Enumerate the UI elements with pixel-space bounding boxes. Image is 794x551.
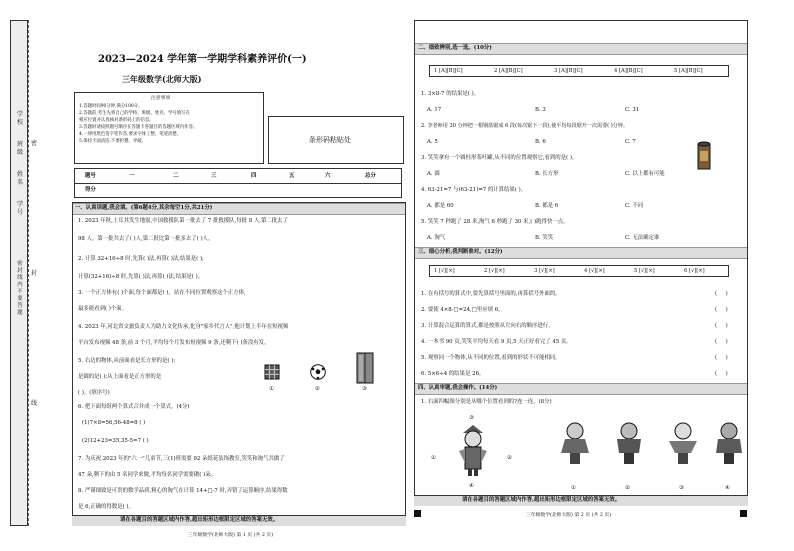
pic-mark: ③ bbox=[679, 485, 684, 491]
mc-option: B. 都是 6 bbox=[535, 203, 559, 209]
student-id-label: 学号 bbox=[16, 201, 23, 216]
binding-strip bbox=[10, 20, 28, 526]
q6-line: 6. 把下面每组两个算式合并成一个算式。(4分) bbox=[78, 404, 190, 410]
mc-q5: 5. 笑笑 7 秒跑了 28 米,淘气 6 秒跑了 30 米,( )跑得快一点。 bbox=[421, 219, 569, 225]
judge-item: 1. 在有括号的算式中,要先算括号里面的,再算括号外面的。 bbox=[421, 291, 561, 297]
judge-box[interactable]: 5 [√][×] bbox=[634, 268, 655, 274]
judge-item: 5. 观察同一个物体,从不同的位置,看到的形状不可能相同。 bbox=[421, 355, 561, 361]
notes-box bbox=[74, 92, 264, 164]
mc-q3: 3. 笑笑拿有一个圆柱形茶叶罐,从不同的位置观察它,看到的是( )。 bbox=[421, 155, 578, 161]
right-footer-notice-bar: 请在各题目的答题区域内作答,超出矩形边框限定区域的答案无效。 bbox=[414, 496, 748, 506]
mc-option: C. 7 bbox=[625, 139, 636, 145]
judge-box[interactable]: 4 [√][×] bbox=[584, 268, 605, 274]
judge-item: 6. 5×6÷4 的结果是 26。 bbox=[421, 371, 485, 377]
cut-label-feng: 封 bbox=[30, 270, 37, 277]
q4-line: 4. 2023 年,河北省文旅负责人为助力文化传承,化身"家乡代言人",他计划上半年在短视频 bbox=[78, 324, 289, 330]
section4-header: 四、认真审题,我会操作。(14分) bbox=[415, 383, 747, 395]
mc-option: B. 3 bbox=[535, 107, 546, 113]
barcode-label: 条形码粘贴处 bbox=[309, 136, 351, 144]
q5-line: 是圆的是( );从上面看是正方形的是 bbox=[78, 374, 162, 380]
answer-area-border bbox=[72, 202, 406, 516]
footer-notice-bar: 请在各题目的答题区域内作答,超出矩形边框限定区域的答案无效。 bbox=[72, 516, 406, 526]
score-col-header: 五 bbox=[289, 173, 295, 179]
pic-mark: ① bbox=[571, 485, 576, 491]
left-page bbox=[72, 20, 406, 538]
q1-line: 98 人。第一批共去了( )人,第二批比第一批多去了( )人。 bbox=[78, 236, 214, 242]
mc-option: C. 31 bbox=[625, 107, 640, 113]
score-table bbox=[74, 168, 402, 198]
notes-heading: 注意事项 bbox=[151, 96, 171, 101]
class-label: 班级 bbox=[16, 141, 23, 156]
tea-can-picture bbox=[697, 141, 711, 171]
judge-paren: ( ) bbox=[715, 291, 728, 297]
q6-line: (2)12+23=35,35-5=7 ( ) bbox=[82, 438, 149, 444]
view-picture-1 bbox=[561, 419, 589, 465]
mc-option: B. 长方形 bbox=[535, 171, 559, 177]
score-col-header: 六 bbox=[325, 173, 331, 179]
section2-header: 二、细致辨别,选一选。(10分) bbox=[415, 43, 747, 55]
choice-answer-bar bbox=[429, 65, 729, 77]
pic-mark: ② bbox=[625, 485, 630, 491]
q5-line: 5. 右边的物体,从前面看是长方形的是( ); bbox=[78, 358, 176, 364]
score-col-header: 二 bbox=[173, 173, 179, 179]
seal-notice: 密封线内不要答题 bbox=[17, 261, 23, 316]
q3-line: 3. 一个正方体有( )个面,每个面都是( )。站在不同位置观察这个正方体, bbox=[78, 290, 246, 296]
choice-box[interactable]: 3 [A][B][C] bbox=[554, 68, 583, 74]
judge-answer-bar bbox=[429, 265, 729, 277]
q3-line: 最多能看到( )个面。 bbox=[78, 306, 128, 312]
exam-title: 2023—2024 学年第一学期学科素养评价(一) bbox=[98, 54, 307, 65]
judge-box[interactable]: 6 [√][×] bbox=[684, 268, 705, 274]
score-col-header: 四 bbox=[251, 173, 257, 179]
mc-option: A. 都是 60 bbox=[427, 203, 454, 209]
q6-line: (1)7×8=56,56-48=8 ( ) bbox=[82, 420, 146, 426]
registration-mark bbox=[740, 510, 747, 517]
choice-box[interactable]: 2 [A][B][C] bbox=[494, 68, 523, 74]
notes-line: 5.保持卡面清洁,不要折叠、弄破。 bbox=[79, 139, 147, 144]
judge-item: 3. 计算混合运算的算式,都是按照从左向右的顺序进行。 bbox=[421, 323, 554, 329]
q4-line: 平台发布视频 48 条,前 3 个月,平均每个月发布短视频 9 条,还剩下( )条没有发。 bbox=[78, 340, 270, 346]
school-label: 学校 bbox=[16, 111, 23, 126]
mc-q4: 4. 63-21=7 与(63-21)=7 的计算结果( )。 bbox=[421, 187, 527, 193]
mc-q1: 1. 3×8-7 的结果是( )。 bbox=[421, 91, 480, 97]
cut-label-xian: 线 bbox=[30, 400, 37, 407]
q1-line: 1. 2023 年秋,土耳其发生地震,中国救援队第一批去了 7 批救援队,每批 8 人,第二批去了 bbox=[78, 218, 288, 224]
q5-mark: ② bbox=[315, 386, 320, 392]
mc-q2: 2. 李老师用 30 分钟把一根钢筋锯成 6 段(每次锯下一段),使平均每段锯开一次需要( )分钟。 bbox=[421, 123, 629, 129]
view-mark: ② bbox=[507, 455, 512, 461]
notes-line: 3.答题时请按照题号顺序在答题卡各题目的答题区域内作答。 bbox=[79, 125, 198, 130]
score-col-header: 一 bbox=[129, 173, 135, 179]
right-footer-page: 三年级数学(北师大版) 第 2 页 (共 2 页) bbox=[526, 513, 612, 518]
view-mark: ③ bbox=[469, 415, 474, 421]
choice-box[interactable]: 4 [A][B][C] bbox=[614, 68, 643, 74]
q5-mark: ① bbox=[269, 386, 274, 392]
mc-option: B. 笑笑 bbox=[535, 235, 554, 241]
notes-line: 2.答题前,考生先将自己的学校、班级、姓名、学号填写在 bbox=[79, 111, 190, 116]
judge-item: 2. 要使 4×8-□=24,□里应填 6。 bbox=[421, 307, 504, 313]
mc-option: A. 5 bbox=[427, 139, 438, 145]
judge-paren: ( ) bbox=[715, 323, 728, 329]
registration-mark bbox=[414, 510, 421, 517]
mc-option: C. 以上都有可能 bbox=[625, 171, 665, 177]
judge-paren: ( ) bbox=[715, 371, 728, 377]
cut-label-mi: 密 bbox=[30, 140, 37, 147]
choice-box[interactable]: 1 [A][B][C] bbox=[434, 68, 463, 74]
footer-page: 三年级数学(北师大版) 第 1 页 (共 2 页) bbox=[188, 533, 274, 538]
score-col-header: 三 bbox=[211, 173, 217, 179]
q5-mark: ③ bbox=[362, 386, 367, 392]
judge-box[interactable]: 2 [√][×] bbox=[484, 268, 505, 274]
right-page bbox=[414, 20, 748, 496]
view-mark: ④ bbox=[469, 483, 474, 489]
mc-option: B. 6 bbox=[535, 139, 546, 145]
q2-line: 2. 计算 32+16÷8 时,先算( )法,再算( )法,结果是( ); bbox=[78, 256, 204, 262]
score-row-label: 得分 bbox=[85, 187, 96, 193]
mc-option: A. 淘气 bbox=[427, 235, 446, 241]
q5-line: ( )。(填序号) bbox=[78, 390, 110, 396]
score-col-header: 总分 bbox=[365, 173, 376, 179]
opera-figure-picture bbox=[457, 423, 489, 477]
view-picture-2 bbox=[615, 419, 643, 465]
judge-box[interactable]: 3 [√][×] bbox=[534, 268, 555, 274]
name-label: 姓名 bbox=[16, 171, 23, 186]
score-col-header: 题号 bbox=[85, 173, 96, 179]
view-picture-3 bbox=[669, 419, 697, 465]
view-mark: ① bbox=[431, 455, 436, 461]
mc-option: A. 17 bbox=[427, 107, 442, 113]
notes-line: 1.答题时间90分钟,满分100分。 bbox=[79, 104, 143, 109]
notes-line: 4.一律用黑色签字笔作答,要求字体工整、笔迹清楚。 bbox=[79, 132, 182, 137]
judge-paren: ( ) bbox=[715, 355, 728, 361]
exam-subtitle: 三年级数学(北师大版) bbox=[122, 74, 202, 84]
section3-header: 三、细心分析,我判断准对。(12分) bbox=[415, 247, 747, 259]
section1-header: 一、认真读题,我会填。(第6题4分,其余每空1分,共21分) bbox=[72, 203, 406, 215]
view-picture-4 bbox=[715, 419, 743, 465]
q7-line: 7. 为庆祝 2023 年的"六一"儿童节,三(1)班需要 92 朵纸花装饰教室,笑笑和淘气共做了 bbox=[78, 456, 285, 462]
judge-paren: ( ) bbox=[715, 307, 728, 313]
q8-line: 是 6,正确的得数是( )。 bbox=[78, 504, 134, 510]
op-q1: 1. 右面四幅图分别是从哪个位置看到的?连一连。(8分) bbox=[421, 399, 552, 405]
mc-option: C. 不同 bbox=[625, 203, 644, 209]
choice-box[interactable]: 5 [A][B][C] bbox=[674, 68, 703, 74]
mc-option: C. 无法确定谁 bbox=[625, 235, 660, 241]
q7-line: 47 朵,剩下的由 5 名同学来做,平均每名同学需要做( )朵。 bbox=[78, 472, 216, 478]
judge-item: 4. 一本书 90 页,笑笑平均每天看 9 页,5 天正好看完了 45 页。 bbox=[421, 339, 572, 345]
q2-line: 计算(32+16)÷8 时,先算( )法,再算( )法,结果是( )。 bbox=[78, 274, 204, 280]
pic-mark: ④ bbox=[725, 485, 730, 491]
q8-line: 8. 严谨细致是可贵的数学品质,粗心的淘气在计算 14+□-7 时,弄错了运算顺序,结果得数 bbox=[78, 488, 288, 494]
judge-paren: ( ) bbox=[715, 339, 728, 345]
notes-line: 相应位置并认真核对条形码上的信息。 bbox=[79, 118, 154, 123]
judge-box[interactable]: 1 [√][×] bbox=[434, 268, 455, 274]
mc-option: A. 圆 bbox=[427, 171, 440, 177]
barcode-box bbox=[268, 116, 404, 164]
